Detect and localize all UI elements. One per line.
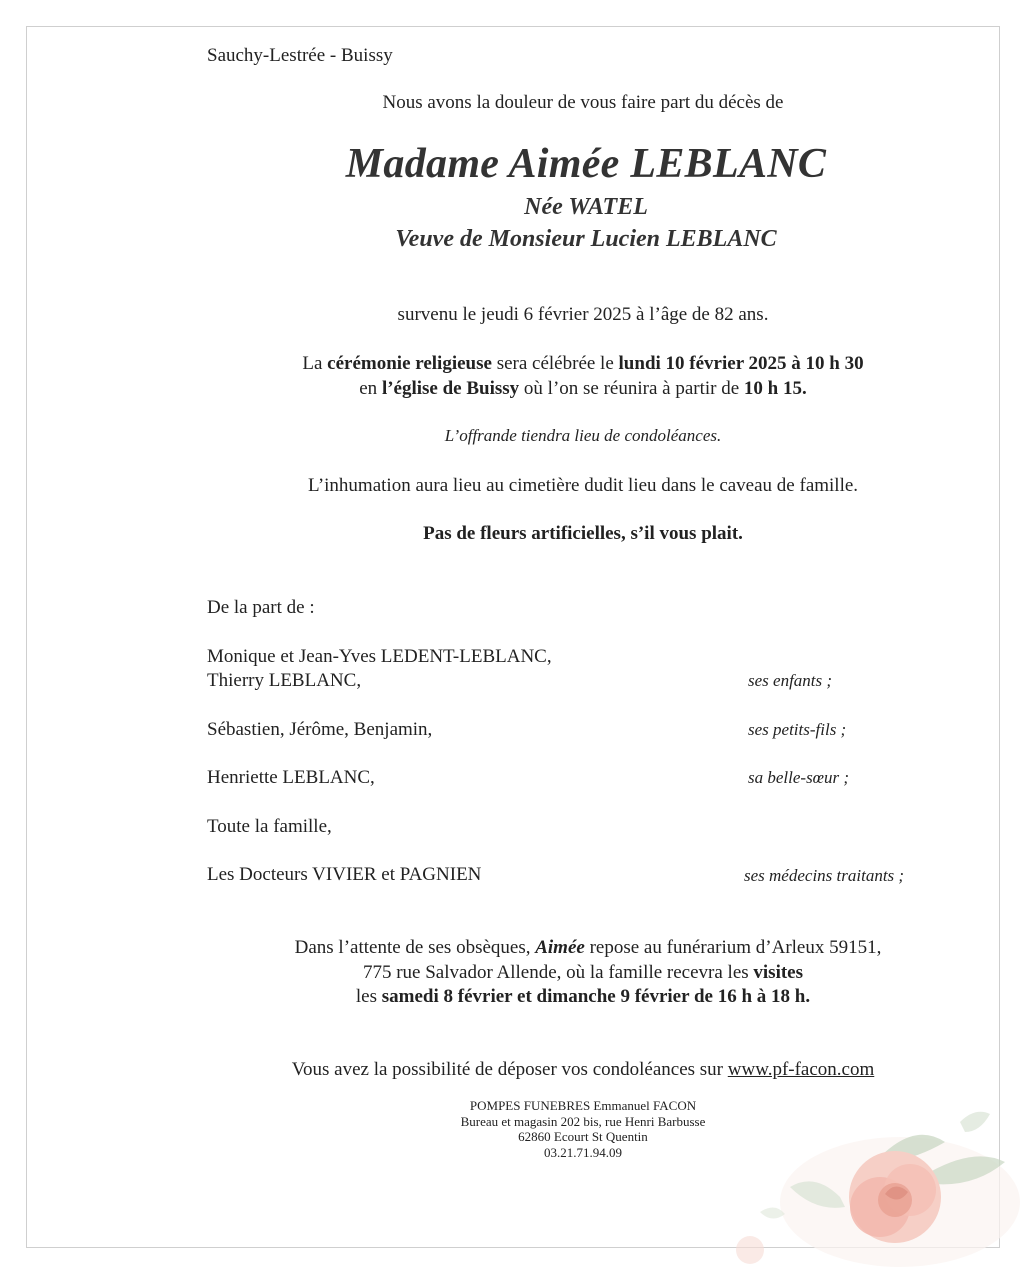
ceremony-line-1 — [0, 352, 1030, 376]
ceremony-text: où l’on se réunira à partir de — [519, 378, 744, 399]
rest-line-3 — [0, 985, 1030, 1009]
family-relation: ses médecins traitants ; — [744, 866, 905, 885]
family-relation: ses enfants ; — [748, 671, 833, 690]
death-line: survenu le jeudi 6 février 2025 à l’âge de 82 ans. — [397, 304, 769, 325]
location-header: Sauchy-Lestrée - Buissy — [207, 45, 393, 66]
family-row: Les Docteurs VIVIER et PAGNIEN — [207, 864, 482, 885]
burial-line: L’inhumation aura lieu au cimetière dudit lieu dans le caveau de famille. — [307, 475, 859, 496]
family-row: Thierry LEBLANC, — [207, 670, 362, 691]
family-heading: De la part de : — [207, 597, 315, 618]
family-row: Toute la famille, — [207, 816, 332, 837]
ceremony-date: lundi 10 février 2025 à 10 h 30 — [618, 353, 864, 374]
deceased-name: Madame Aimée LEBLANC — [345, 141, 827, 187]
visit-dates: samedi 8 février et dimanche 9 février de 16 h à 18 h. — [381, 986, 811, 1007]
visits: visites — [753, 962, 804, 983]
maiden-name: Née WATEL — [524, 194, 648, 220]
flowers-line: Pas de fleurs artificielles, s’il vous plait. — [423, 523, 743, 544]
gathering-time: 10 h 15. — [743, 378, 807, 399]
rest-text: Dans l’attente de ses obsèques, — [294, 937, 536, 958]
funeral-home-address: Bureau et magasin 202 bis, rue Henri Barbusse — [460, 1113, 706, 1129]
funeral-home-name: POMPES FUNEBRES Emmanuel FACON — [469, 1098, 697, 1113]
rest-line-1 — [0, 936, 1030, 960]
rest-line-2 — [0, 961, 1030, 985]
funeral-home-city: 62860 Ecourt St Quentin — [518, 1129, 648, 1144]
offering-line: L’offrande tiendra lieu de condoléances. — [444, 426, 722, 445]
condolences-text: Vous avez la possibilité de déposer vos condoléances sur — [291, 1059, 728, 1080]
funeral-home-phone: 03.21.71.94.09 — [544, 1144, 622, 1160]
ceremony-line-2 — [0, 377, 1030, 401]
condolences-line — [0, 1058, 1030, 1082]
rest-text: 775 rue Salvador Allende, où la famille recevra les — [362, 962, 754, 983]
condolences-link[interactable]: www.pf-facon.com — [727, 1059, 875, 1080]
first-name: Aimée — [535, 937, 585, 958]
widow-line: Veuve de Monsieur Lucien LEBLANC — [395, 226, 777, 252]
ceremony-text: La — [302, 353, 328, 374]
family-row: Henriette LEBLANC, — [207, 767, 375, 788]
family-relation: sa belle-sœur ; — [748, 768, 850, 787]
ceremony-type: cérémonie religieuse — [327, 353, 492, 374]
family-row: Monique et Jean-Yves LEDENT-LEBLANC, — [207, 646, 552, 667]
ceremony-text: en — [359, 378, 382, 399]
rest-text: les — [355, 986, 382, 1007]
ceremony-place: l’église de Buissy — [381, 378, 520, 399]
rest-text: repose au funérarium d’Arleux 59151, — [584, 937, 882, 958]
family-row: Sébastien, Jérôme, Benjamin, — [207, 719, 433, 740]
family-relation: ses petits-fils ; — [748, 720, 847, 739]
rose-icon — [720, 1102, 1020, 1272]
intro-line: Nous avons la douleur de vous faire part du décès de — [382, 92, 784, 113]
ceremony-text: sera célébrée le — [491, 353, 619, 374]
